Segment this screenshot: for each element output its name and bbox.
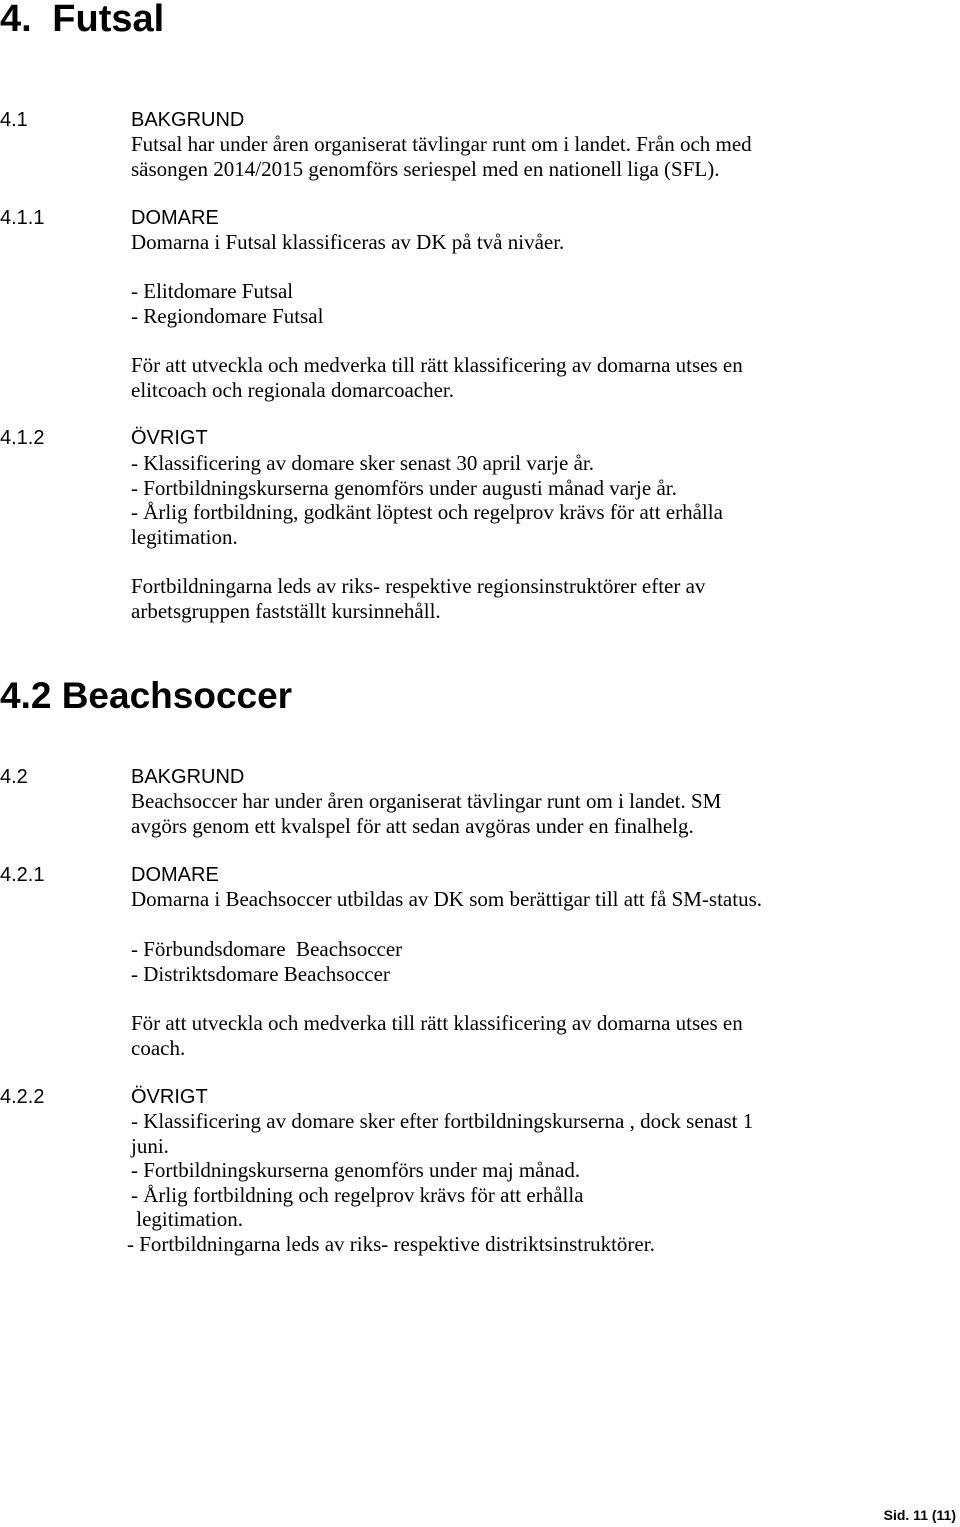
referee-level-list	[131, 937, 402, 986]
section-heading: ÖVRIGT	[131, 1086, 208, 1108]
referee-level-list	[131, 279, 323, 328]
paragraph: Domarna i Beachsoccer utbildas av DK som berättigar till att få SM-status.	[131, 887, 762, 911]
paragraph-line: Fortbildningarna leds av riks- respektive regionsinstruktörer efter av	[131, 574, 706, 598]
list-item: - Fortbildningskurserna genomförs under maj månad.	[131, 1158, 581, 1182]
paragraph-line: säsongen 2014/2015 genomförs seriespel med en nationell liga (SFL).	[131, 156, 720, 181]
list-item: - Klassificering av domare sker senast 30 april varje år.	[131, 451, 594, 475]
paragraph-line: arbetsgruppen fastställt kursinnehåll.	[131, 598, 441, 623]
section-number: 4.1.1	[0, 207, 45, 229]
paragraph-line: Futsal har under åren organiserat tävlingar runt om i landet. Från och med	[131, 132, 752, 156]
section-heading: ÖVRIGT	[131, 427, 208, 449]
list-item: legitimation.	[131, 1207, 243, 1231]
paragraph-line: coach.	[131, 1035, 186, 1060]
list-item: - Fortbildningarna leds av riks- respektive distriktsinstruktörer.	[127, 1231, 655, 1256]
other-list	[131, 451, 723, 549]
paragraph-line: För att utveckla och medverka till rätt klassificering av domarna utses en	[131, 353, 743, 377]
list-item: juni.	[131, 1133, 169, 1158]
section-title: 4.2 Beachsoccer	[0, 675, 293, 716]
section-number: 4.2	[0, 766, 28, 788]
section-number: 4.2.2	[0, 1086, 45, 1108]
paragraph	[131, 353, 743, 402]
list-item: - Fortbildningskurserna genomförs under augusti månad varje år.	[131, 475, 677, 500]
paragraph	[131, 132, 752, 181]
paragraph	[131, 1011, 743, 1060]
list-item: - Elitdomare Futsal	[131, 279, 294, 303]
chapter-title	[0, 0, 164, 38]
list-item: - Förbundsdomare Beachsoccer	[131, 937, 403, 961]
paragraph: Domarna i Futsal klassificeras av DK på två nivåer.	[131, 230, 565, 254]
list-item: - Årlig fortbildning och regelprov krävs för att erhålla	[131, 1182, 584, 1207]
list-item: - Distriktsdomare Beachsoccer	[131, 961, 390, 986]
paragraph	[131, 789, 721, 838]
list-item: - Regiondomare Futsal	[131, 303, 324, 328]
section-number: 4.1.2	[0, 427, 45, 449]
other-list	[127, 1109, 754, 1256]
section-heading: BAKGRUND	[131, 766, 245, 788]
list-item: legitimation.	[131, 524, 238, 549]
section-number: 4.2.1	[0, 864, 45, 886]
list-item: - Klassificering av domare sker efter fortbildningskurserna , dock senast 1	[131, 1109, 754, 1133]
section-number: 4.1	[0, 109, 28, 131]
paragraph-line: För att utveckla och medverka till rätt klassificering av domarna utses en	[131, 1011, 743, 1035]
list-item: - Årlig fortbildning, godkänt löptest och regelprov krävs för att erhålla	[131, 500, 723, 524]
section-heading: BAKGRUND	[131, 109, 245, 131]
section-heading: DOMARE	[131, 207, 219, 229]
page-number: Sid. 11 (11)	[883, 1507, 956, 1523]
section-heading: DOMARE	[131, 864, 219, 886]
paragraph	[131, 574, 705, 623]
chapter-number: 4.	[0, 0, 32, 40]
paragraph-line: Beachsoccer har under åren organiserat tävlingar runt om i landet. SM	[131, 789, 722, 813]
paragraph-line: avgörs genom ett kvalspel för att sedan avgöras under en finalhelg.	[131, 813, 694, 838]
paragraph-line: elitcoach och regionala domarcoacher.	[131, 377, 454, 402]
chapter-title-text: Futsal	[52, 0, 165, 40]
